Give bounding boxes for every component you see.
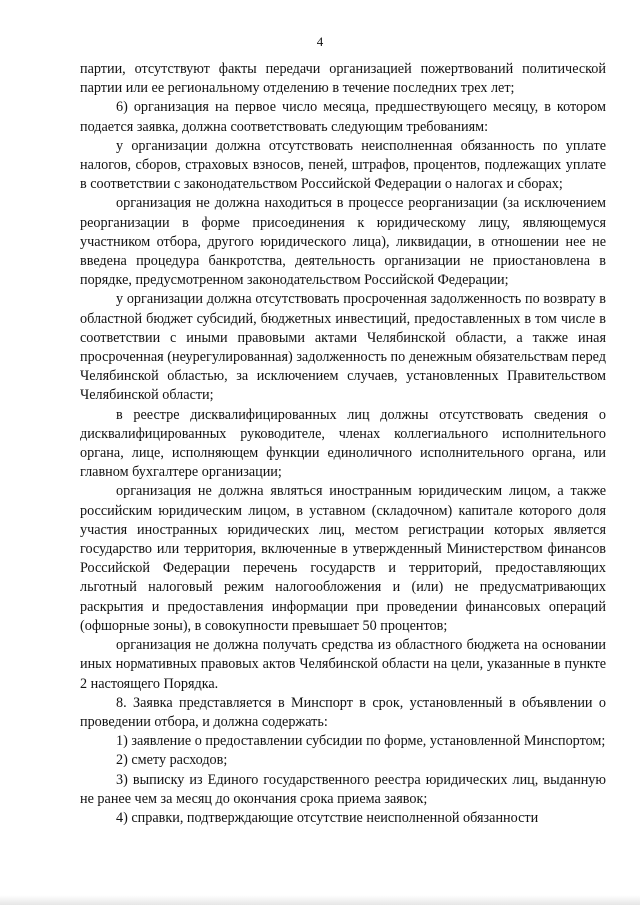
paragraph-foreign-entity: организация не должна являться иностранным юридическим лицом, а также российским юридическим лицом, в уставном (складочном) капитале которого доля участия иностранных юридических лиц, местом регистрации которых является государство или территория, включенные в утвержденный Министерством финансов Российской Федерации перечень государств и территорий, предоставляющих льготный налоговый режим налогообложения и (или) не предусматривающих раскрытия и предоставления информации при проведении финансовых операций (офшорные зоны), в совокупности превышает 50 процентов; xyxy=(80,483,606,634)
list-item-4-certificates: 4) справки, подтверждающие отсутствие неисполненной обязанности xyxy=(116,809,539,826)
document-body xyxy=(80,60,606,828)
paragraph-tax-obligations: у организации должна отсутствовать неисполненная обязанность по уплате налогов, сборов, страховых взносов, пеней, штрафов, процентов, подлежащих уплате в соответствии с законодательством Российской Федерации о налогах и сборах; xyxy=(80,137,606,193)
list-item-2-budget: 2) смету расходов; xyxy=(116,752,228,769)
paragraph-item-6-requirements: 6) организация на первое число месяца, предшествующего месяцу, в котором подается заявка, должна соответствовать следующим требованиям: xyxy=(80,99,606,135)
paragraph-overdue-debt: у организации должна отсутствовать просроченная задолженность по возврату в областной бюджет субсидий, бюджетных инвестиций, предоставленных в том числе в соответствии с иными правовыми актами Челябинской области, а также иная просроченная (неурегулированная) задолженность по денежным обязательствам перед Челябинской областью, за исключением случаев, установленных Правительством Челябинской области; xyxy=(80,291,606,404)
page-number: 4 xyxy=(316,34,324,49)
scan-bottom-edge xyxy=(0,895,640,905)
list-item-3-registry-extract: 3) выписку из Единого государственного реестра юридических лиц, выданную не ранее чем за месяц до окончания срока приема заявок; xyxy=(80,771,606,807)
paragraph-item-8-application: 8. Заявка представляется в Минспорт в срок, установленный в объявлении о проведении отбора, и должна содержать: xyxy=(80,694,606,730)
paragraph-reorganization: организация не должна находиться в процессе реорганизации (за исключением реорганизации в форме присоединения к юридическому лицу, являющемуся участником отбора, другого юридического лица), ликвидации, в отношении нее не введена процедура банкротства, деятельность организации не приостановлена в порядке, предусмотренном законодательством Российской Федерации; xyxy=(80,195,606,289)
paragraph-party-donations: партии, отсутствуют факты передачи организацией пожертвований политической партии или ее региональному отделению в течение последних трех лет; xyxy=(80,61,606,97)
list-item-1-statement: 1) заявление о предоставлении субсидии по форме, установленной Минспортом; xyxy=(116,733,606,750)
paragraph-disqualified-persons: в реестре дисквалифицированных лиц должны отсутствовать сведения о дисквалифицированных руководителе, членах коллегиального исполнительного органа, лице, исполняющем функции единоличного исполнительного органа, или главном бухгалтере организации; xyxy=(80,406,606,481)
paragraph-other-budget-funds: организация не должна получать средства из областного бюджета на основании иных нормативных правовых актов Челябинской области на цели, указанные в пункте 2 настоящего Порядка. xyxy=(80,637,606,692)
